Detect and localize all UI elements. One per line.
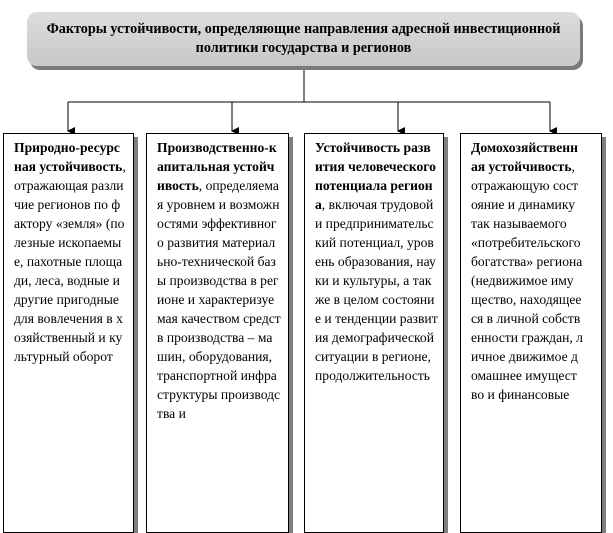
factor-box-natural-resource [3, 133, 134, 533]
diagram-title: Факторы устойчивости, определяющие направления адресной инвестиционной политики государства и регионов [46, 21, 561, 56]
factor-heading: Производственно-капитальная устойчивость [157, 140, 277, 193]
factor-box-production-capital [146, 133, 289, 533]
connector-lines [0, 0, 613, 140]
factor-text: , отражающую состояние и динамику так называемого «потребительского богатства» региона (недвижимое имущество, находящееся в личной собственности граждан, личное движимое домашнее имущество и финансовые [471, 159, 583, 402]
factor-text: , отражающая различие регионов по фактору «земля» (полезные ископаемые, пахотные площади, леса, водные и другие пригодные для вовлечения в хозяйственный и культурный оборот [14, 159, 126, 364]
factor-heading: Природно-ресурсная устойчивость [14, 140, 123, 174]
factor-box-household [460, 133, 602, 533]
factor-text: , включая трудовой и предпринимательский потенциал, уровень образования, науки и культуры, а также в целом состояние и тенденции развития демографической ситуации в регионе, продолжительность [315, 197, 438, 383]
factor-box-human-potential [304, 133, 444, 533]
factor-heading: Домохозяйственная устойчивость [471, 140, 578, 174]
factor-heading: Устойчивость развития человеческого потенциала региона [315, 140, 436, 212]
factor-text: , определяемая уровнем и возможностями эффективного развития материально-технической базы производства в регионе и характеризуемая качеством средств производства – машин, оборудования, транспортной инфраструктуры производства и [157, 178, 281, 421]
